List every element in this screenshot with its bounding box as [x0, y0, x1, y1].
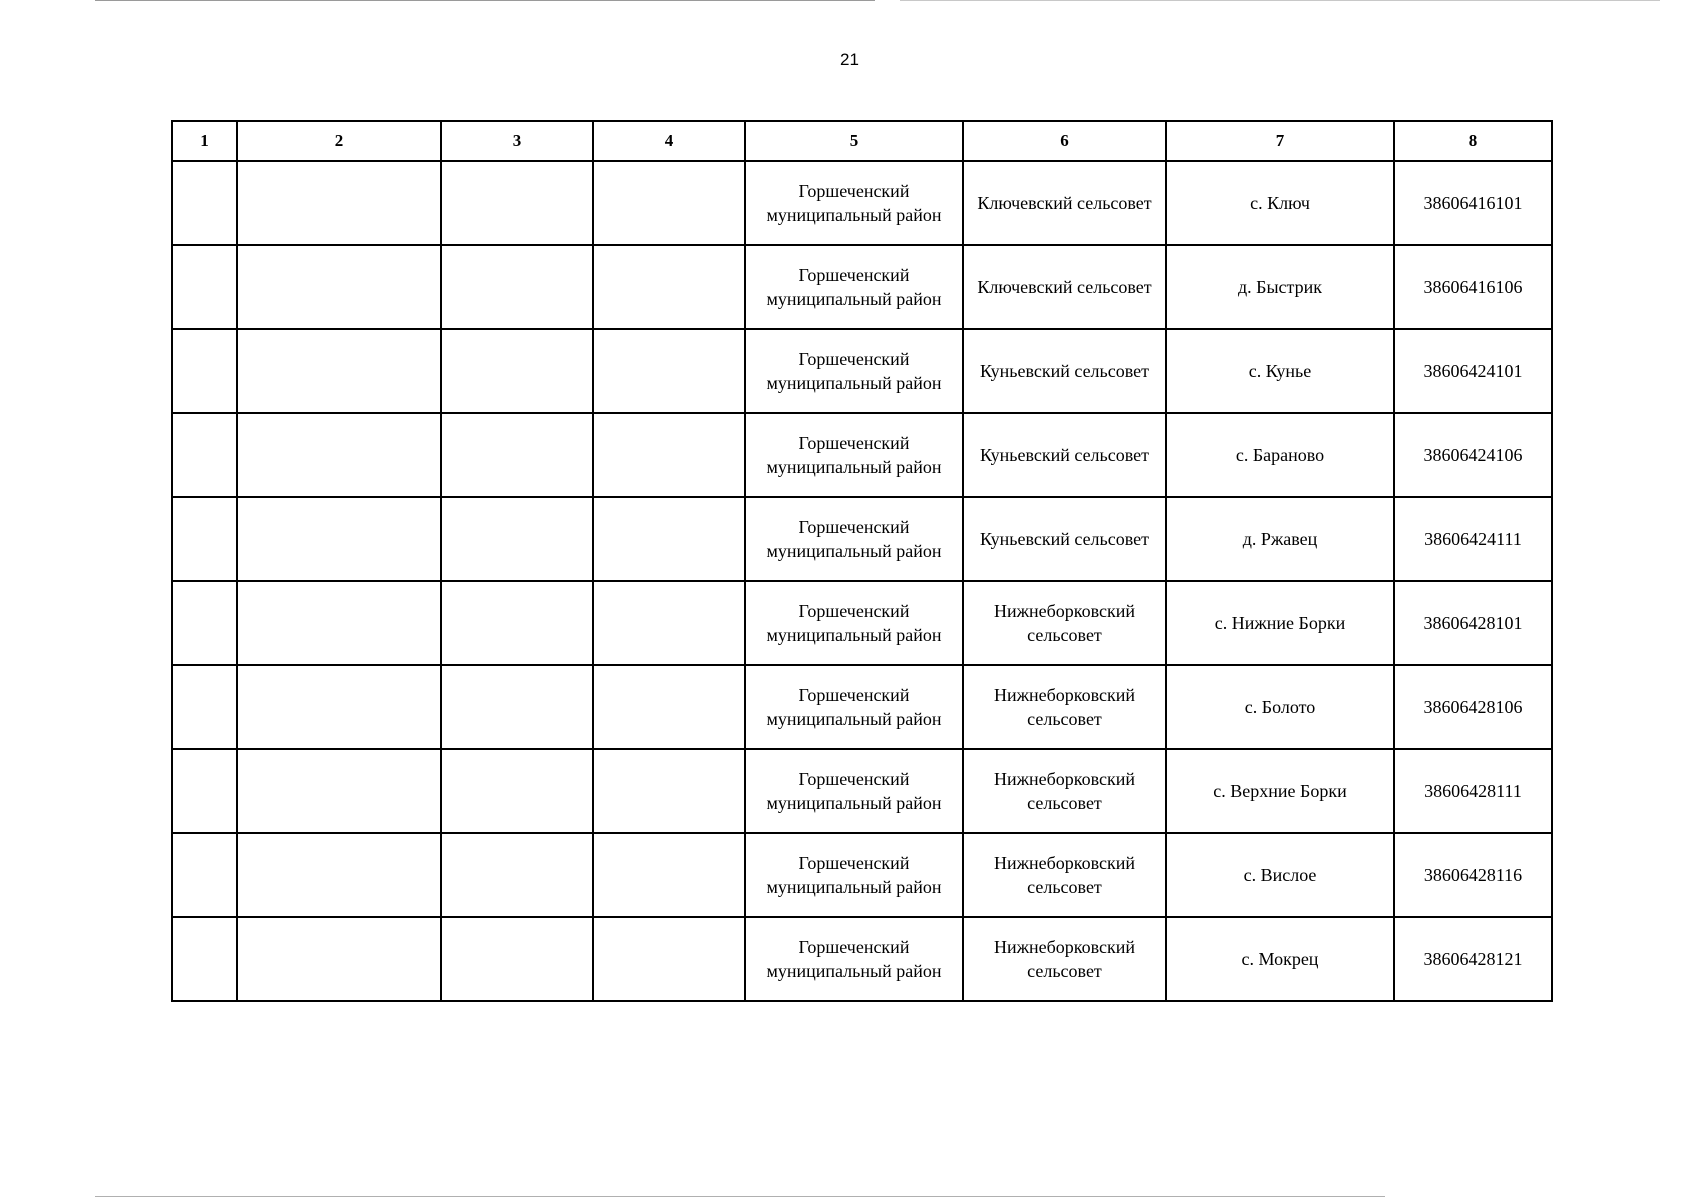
- cell-col-3: [441, 245, 593, 329]
- cell-council: Куньевский сельсовет: [963, 329, 1166, 413]
- cell-col-4: [593, 413, 745, 497]
- cell-settlement: с. Мокрец: [1166, 917, 1394, 1001]
- cell-col-2: [237, 497, 441, 581]
- cell-col-4: [593, 833, 745, 917]
- col-header-3: 3: [441, 121, 593, 161]
- cell-council: Нижнеборковский сельсовет: [963, 665, 1166, 749]
- cell-col-1: [172, 161, 237, 245]
- table-row: [172, 833, 1552, 917]
- cell-code: 38606428116: [1394, 833, 1552, 917]
- cell-col-1: [172, 497, 237, 581]
- cell-col-4: [593, 329, 745, 413]
- cell-code: 38606428111: [1394, 749, 1552, 833]
- cell-col-4: [593, 497, 745, 581]
- cell-col-1: [172, 413, 237, 497]
- register-table: [171, 120, 1553, 1002]
- cell-col-4: [593, 161, 745, 245]
- cell-council: Куньевский сельсовет: [963, 497, 1166, 581]
- cell-col-2: [237, 413, 441, 497]
- cell-code: 38606424106: [1394, 413, 1552, 497]
- cell-col-3: [441, 581, 593, 665]
- cell-settlement: с. Бараново: [1166, 413, 1394, 497]
- cell-col-2: [237, 161, 441, 245]
- cell-council: Нижнеборковский сельсовет: [963, 581, 1166, 665]
- cell-code: 38606428101: [1394, 581, 1552, 665]
- cell-col-4: [593, 665, 745, 749]
- cell-col-1: [172, 833, 237, 917]
- page-number: 21: [840, 50, 859, 69]
- cell-council: Ключевский сельсовет: [963, 161, 1166, 245]
- scan-edge-top: [95, 0, 875, 1]
- cell-col-2: [237, 329, 441, 413]
- col-header-7: 7: [1166, 121, 1394, 161]
- col-header-2: 2: [237, 121, 441, 161]
- cell-col-2: [237, 833, 441, 917]
- cell-settlement: с. Нижние Борки: [1166, 581, 1394, 665]
- cell-district: Горшеченский муниципальный район: [745, 581, 963, 665]
- cell-district: Горшеченский муниципальный район: [745, 245, 963, 329]
- col-header-1: 1: [172, 121, 237, 161]
- cell-col-3: [441, 833, 593, 917]
- cell-code: 38606424111: [1394, 497, 1552, 581]
- scan-edge-top-right: [900, 0, 1660, 1]
- table-row: [172, 413, 1552, 497]
- cell-col-3: [441, 161, 593, 245]
- col-header-8: 8: [1394, 121, 1552, 161]
- cell-settlement: д. Ржавец: [1166, 497, 1394, 581]
- table-row: [172, 749, 1552, 833]
- cell-col-3: [441, 329, 593, 413]
- cell-council: Куньевский сельсовет: [963, 413, 1166, 497]
- table-row: [172, 917, 1552, 1001]
- cell-col-4: [593, 245, 745, 329]
- cell-col-2: [237, 581, 441, 665]
- cell-district: Горшеченский муниципальный район: [745, 161, 963, 245]
- cell-col-2: [237, 665, 441, 749]
- cell-council: Нижнеборковский сельсовет: [963, 833, 1166, 917]
- col-header-5: 5: [745, 121, 963, 161]
- table-row: [172, 497, 1552, 581]
- cell-code: 38606428121: [1394, 917, 1552, 1001]
- table-row: [172, 161, 1552, 245]
- cell-col-2: [237, 917, 441, 1001]
- cell-code: 38606416106: [1394, 245, 1552, 329]
- cell-settlement: с. Верхние Борки: [1166, 749, 1394, 833]
- table-row: [172, 329, 1552, 413]
- cell-col-2: [237, 749, 441, 833]
- table-row: [172, 581, 1552, 665]
- cell-col-1: [172, 581, 237, 665]
- table-row: [172, 245, 1552, 329]
- cell-settlement: с. Кунье: [1166, 329, 1394, 413]
- cell-district: Горшеченский муниципальный район: [745, 665, 963, 749]
- header-row: [172, 121, 1552, 161]
- cell-settlement: с. Ключ: [1166, 161, 1394, 245]
- cell-settlement: с. Болото: [1166, 665, 1394, 749]
- cell-col-4: [593, 581, 745, 665]
- col-header-6: 6: [963, 121, 1166, 161]
- cell-settlement: д. Быстрик: [1166, 245, 1394, 329]
- cell-col-3: [441, 413, 593, 497]
- cell-district: Горшеченский муниципальный район: [745, 833, 963, 917]
- scan-edge-bottom: [95, 1196, 1385, 1197]
- table-row: [172, 665, 1552, 749]
- cell-district: Горшеченский муниципальный район: [745, 413, 963, 497]
- cell-col-1: [172, 245, 237, 329]
- cell-col-4: [593, 917, 745, 1001]
- cell-col-2: [237, 245, 441, 329]
- cell-district: Горшеченский муниципальный район: [745, 749, 963, 833]
- cell-council: Нижнеборковский сельсовет: [963, 749, 1166, 833]
- cell-code: 38606416101: [1394, 161, 1552, 245]
- cell-district: Горшеченский муниципальный район: [745, 329, 963, 413]
- cell-col-3: [441, 749, 593, 833]
- cell-district: Горшеченский муниципальный район: [745, 917, 963, 1001]
- cell-col-3: [441, 497, 593, 581]
- cell-col-3: [441, 917, 593, 1001]
- cell-col-1: [172, 749, 237, 833]
- cell-council: Нижнеборковский сельсовет: [963, 917, 1166, 1001]
- cell-council: Ключевский сельсовет: [963, 245, 1166, 329]
- cell-col-1: [172, 917, 237, 1001]
- cell-col-1: [172, 665, 237, 749]
- cell-col-4: [593, 749, 745, 833]
- cell-col-3: [441, 665, 593, 749]
- cell-col-1: [172, 329, 237, 413]
- cell-code: 38606428106: [1394, 665, 1552, 749]
- col-header-4: 4: [593, 121, 745, 161]
- cell-settlement: с. Вислое: [1166, 833, 1394, 917]
- cell-code: 38606424101: [1394, 329, 1552, 413]
- cell-district: Горшеченский муниципальный район: [745, 497, 963, 581]
